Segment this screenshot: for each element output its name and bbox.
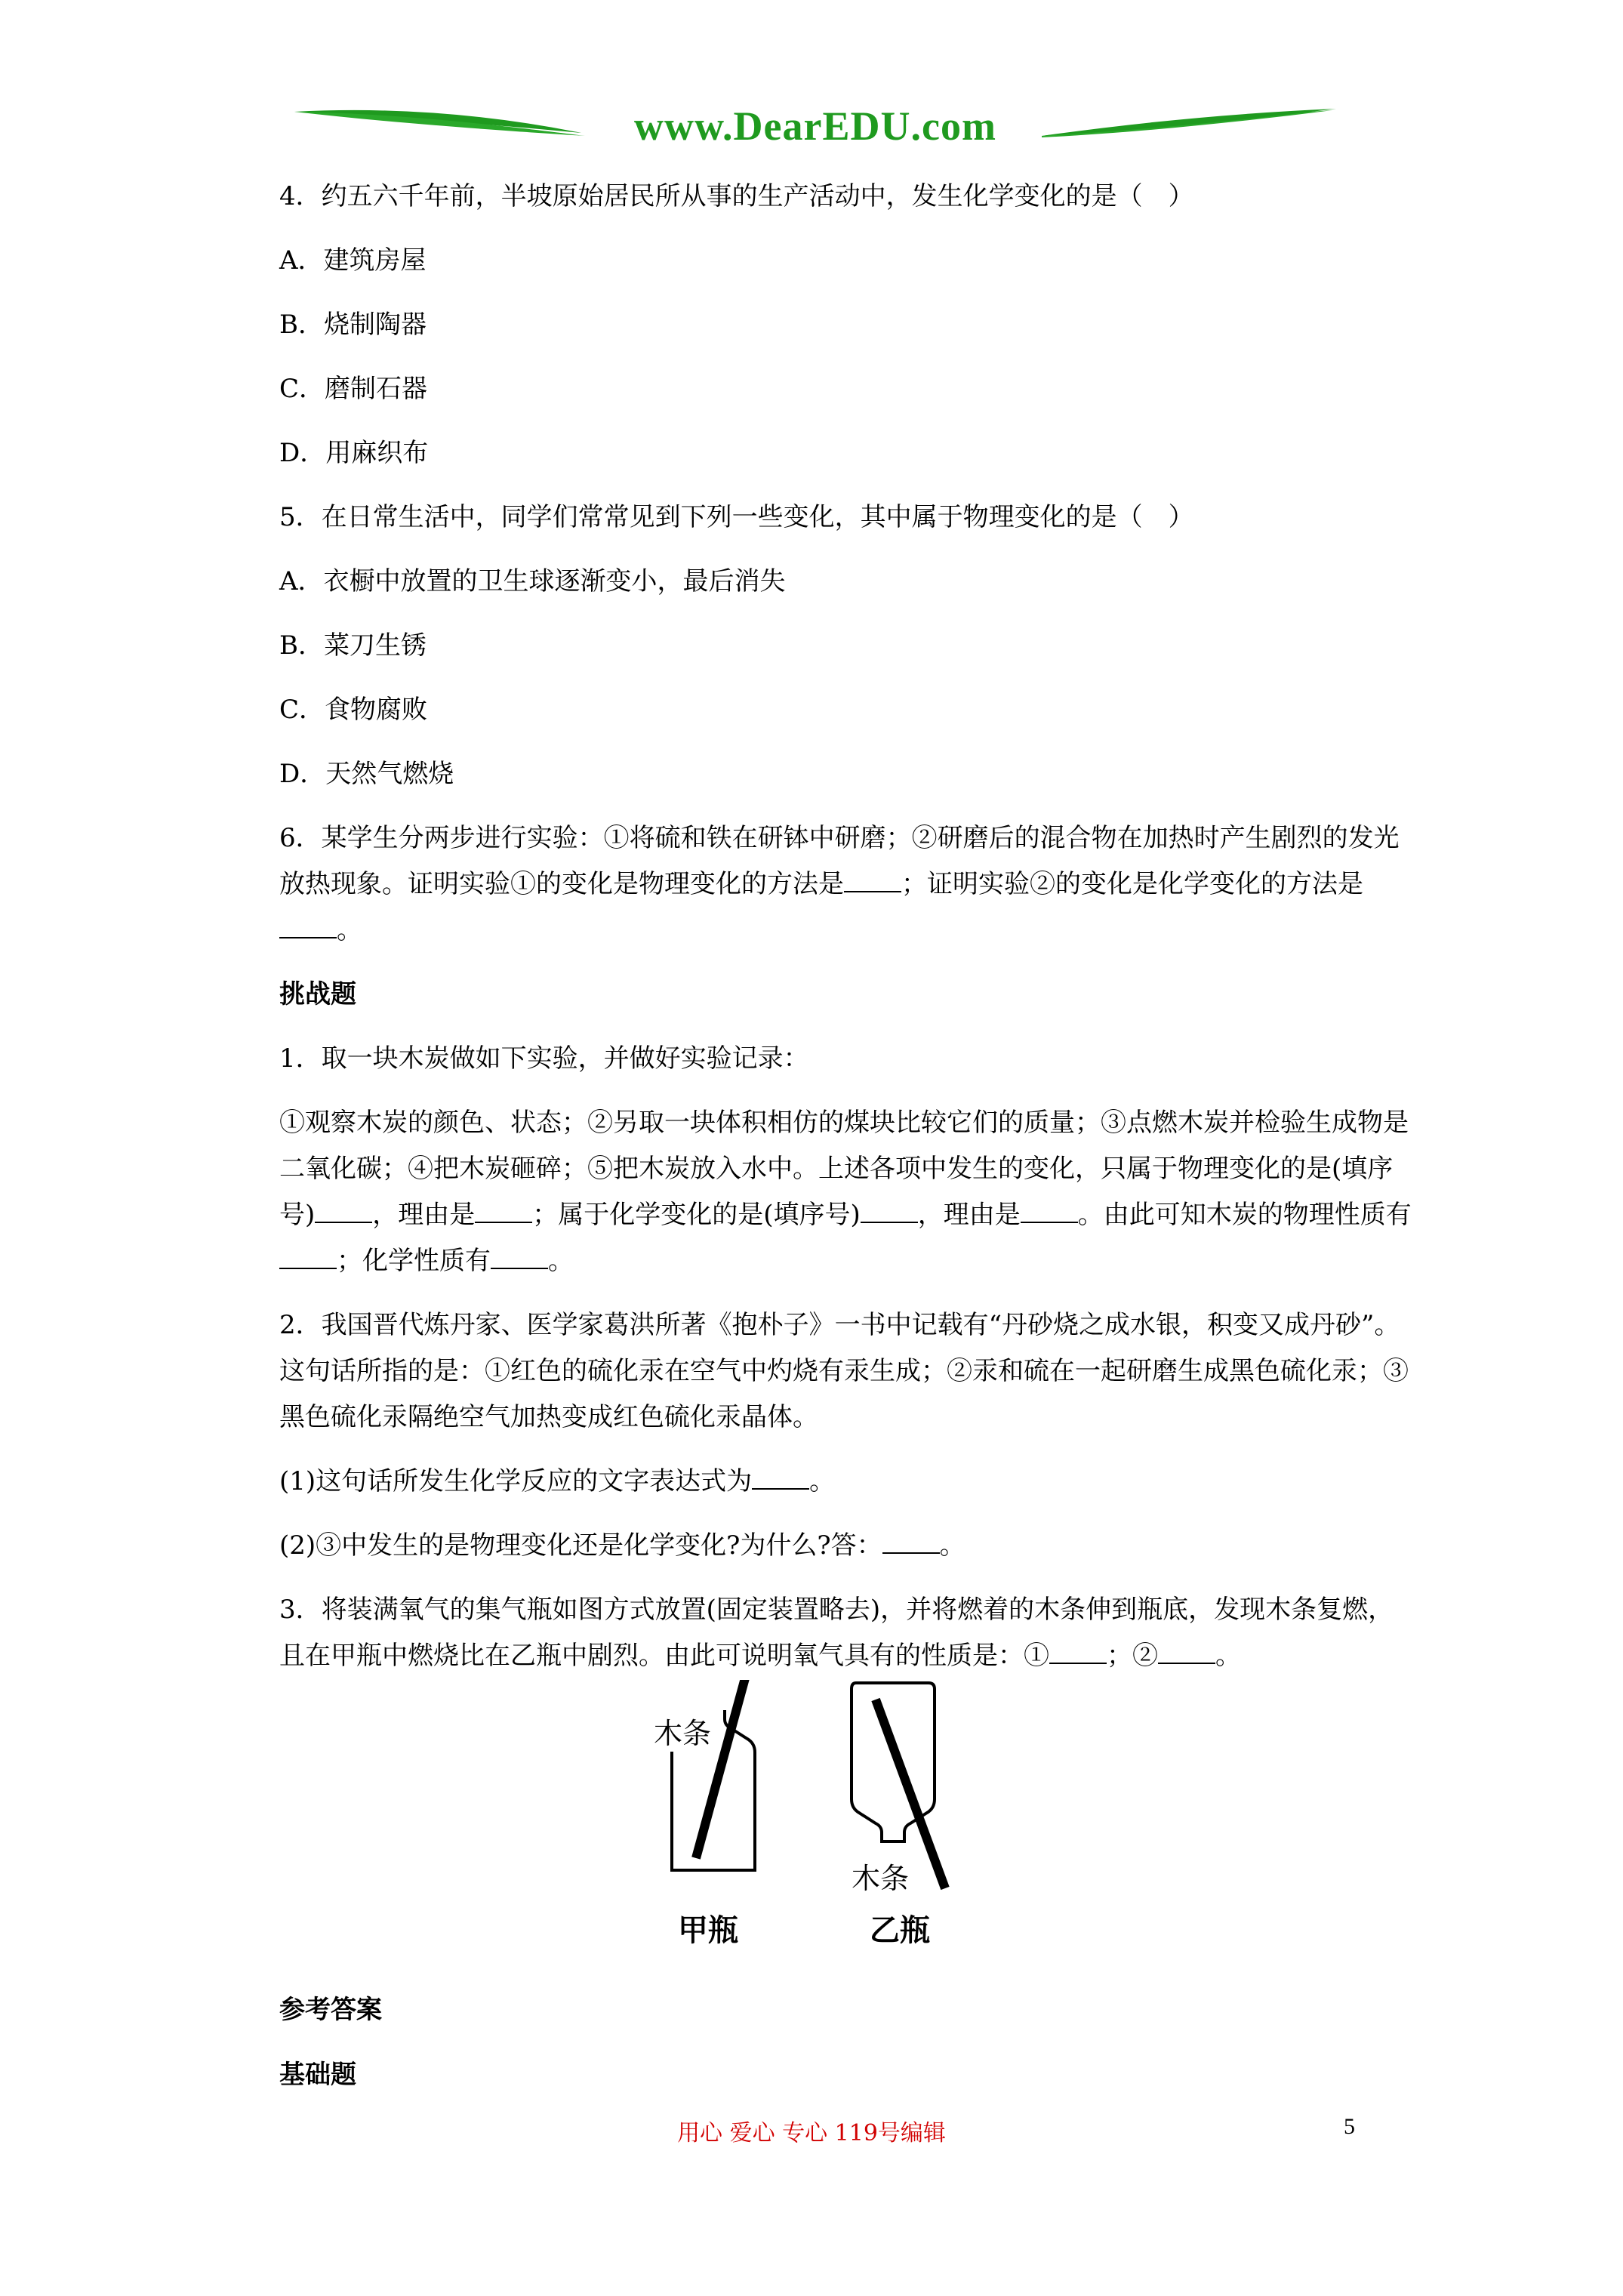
question-4-option-c: C．磨制石器 bbox=[279, 374, 428, 404]
question-4-option-a: A．建筑房屋 bbox=[279, 245, 427, 276]
challenge-heading: 挑战题 bbox=[279, 979, 356, 1009]
question-5-option-c: C．食物腐败 bbox=[279, 695, 428, 725]
site-logo-text: www.DearEDU.com bbox=[634, 103, 996, 149]
answers-heading: 参考答案 bbox=[279, 1995, 382, 2025]
answer-blank[interactable] bbox=[1021, 1199, 1078, 1223]
answer-blank[interactable] bbox=[279, 1245, 337, 1269]
question-5-stem: 5．在日常生活中，同学们常常见到下列一些变化，其中属于物理变化的是（ ） bbox=[279, 502, 1194, 532]
question-4-option-b: B．烧制陶器 bbox=[279, 310, 427, 340]
stick-label-right: 木条 bbox=[852, 1855, 909, 1897]
bottle-label-left: 甲瓶 bbox=[678, 1913, 738, 1948]
bottle-label-right: 乙瓶 bbox=[870, 1913, 930, 1948]
answer-blank[interactable] bbox=[475, 1199, 532, 1223]
question-5-option-a: A．衣橱中放置的卫生球逐渐变小，最后消失 bbox=[279, 566, 786, 596]
challenge-2-stem: 2．我国晋代炼丹家、医学家葛洪所著《抱朴子》一书中记载有“丹砂烧之成水银，积变又成丹砂”。这句话所指的是：①红色的硫化汞在空气中灼烧有汞生成；②汞和硫在一起研磨生成黑色硫化汞；③黑色硫化汞隔绝空气加热变成红色硫化汞晶体。 bbox=[279, 1310, 1409, 1432]
document-body bbox=[279, 174, 1419, 1697]
answer-blank[interactable] bbox=[844, 868, 901, 892]
challenge-2-sub-1: (1)这句话所发生化学反应的文字表达式为 。 bbox=[279, 1466, 836, 1496]
answer-blank[interactable] bbox=[1158, 1640, 1215, 1664]
page-number: 5 bbox=[1344, 2114, 1355, 2139]
question-4-stem: 4．约五六千年前，半坡原始居民所从事的生产活动中，发生化学变化的是（ ） bbox=[279, 181, 1194, 211]
question-6: 6．某学生分两步进行实验：①将硫和铁在研钵中研磨；②研磨后的混合物在加热时产生剧烈的发光放热现象。证明实验①的变化是物理变化的方法是 ；证明实验②的变化是化学变化的方法是。 bbox=[279, 823, 1400, 945]
challenge-3-stem: 3．将装满氧气的集气瓶如图方式放置(固定装置略去)，并将燃着的木条伸到瓶底，发现木条复燃，且在甲瓶中燃烧比在乙瓶中剧烈。由此可说明氧气具有的性质是：① ；② 。 bbox=[279, 1595, 1394, 1671]
challenge-1-body: ①观察木炭的颜色、状态；②另取一块体积相仿的煤块比较它们的质量；③点燃木炭并检验生成物是二氧化碳；④把木炭砸碎；⑤把木炭放入水中。上述各项中发生的变化，只属于物理变化的是(填序号) ，理由是 ；属于化学变化的是(填序号) ，理由是 。由此可知木炭的物理性质有；化学性质有 。 bbox=[279, 1108, 1412, 1276]
challenge-2-sub-2: (2)③中发生的是物理变化还是化学变化?为什么?答： 。 bbox=[279, 1530, 965, 1561]
question-5-option-d: D．天然气燃烧 bbox=[279, 759, 454, 789]
wood-stick-left-icon bbox=[696, 1680, 746, 1858]
answer-blank[interactable] bbox=[279, 914, 337, 938]
answer-blank[interactable] bbox=[1049, 1640, 1107, 1664]
site-header bbox=[287, 97, 1344, 157]
bottles-figure bbox=[649, 1680, 966, 1967]
answer-blank[interactable] bbox=[882, 1530, 940, 1554]
answer-blank[interactable] bbox=[752, 1465, 809, 1490]
answer-blank[interactable] bbox=[861, 1199, 918, 1223]
question-5-option-b: B．菜刀生锈 bbox=[279, 630, 427, 661]
answer-blank[interactable] bbox=[315, 1199, 372, 1223]
answers-sub-heading: 基础题 bbox=[279, 2060, 356, 2090]
footer-text: 用心 爱心 专心 119号编辑 bbox=[677, 2120, 946, 2147]
stick-label-left: 木条 bbox=[654, 1710, 711, 1752]
challenge-1-stem: 1．取一块木炭做如下实验，并做好实验记录： bbox=[279, 1043, 809, 1074]
answer-blank[interactable] bbox=[491, 1245, 548, 1269]
question-4-option-d: D．用麻织布 bbox=[279, 438, 429, 468]
